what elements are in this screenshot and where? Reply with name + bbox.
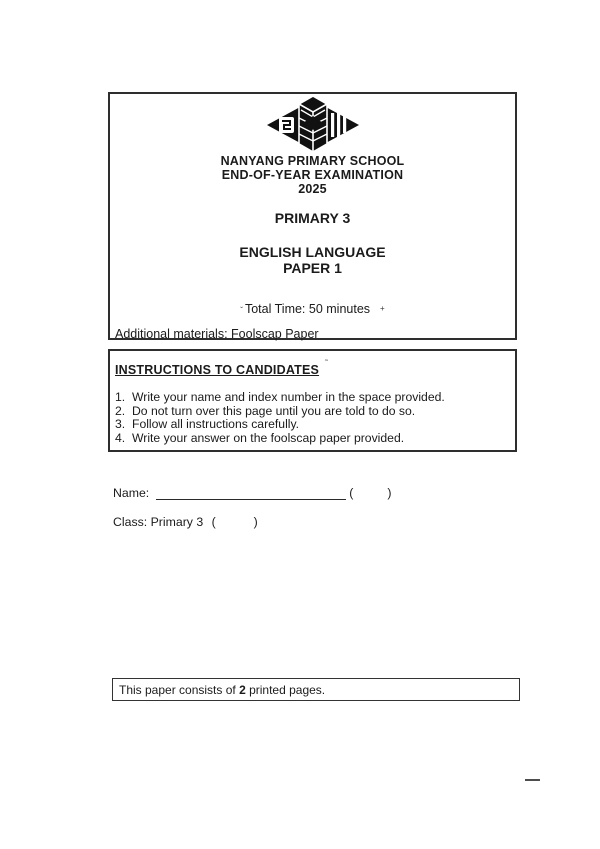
exam-paper-number: PAPER 1 <box>283 260 342 276</box>
instructions-list <box>115 391 507 445</box>
page-count-number: 2 <box>239 682 246 697</box>
name-field-row <box>113 485 391 500</box>
instruction-item <box>115 432 507 446</box>
total-time <box>110 302 515 318</box>
total-time-text: Total Time: 50 minutes <box>244 302 371 316</box>
scan-artifact-dash <box>525 779 540 781</box>
index-paren-close: ) <box>387 486 392 500</box>
instruction-number: 2. <box>115 403 126 418</box>
scan-mark-right: + <box>380 304 385 313</box>
instruction-text: Follow all instructions carefully. <box>132 417 300 432</box>
scan-mark-left: ˇ <box>240 306 243 315</box>
class-label: Class: Primary 3 <box>113 515 204 529</box>
additional-materials: Additional materials: Foolscap Paper <box>115 327 319 341</box>
instructions-box <box>108 349 517 452</box>
scan-mark-heading: ˜ <box>325 358 329 368</box>
exam-level: PRIMARY 3 <box>274 210 351 226</box>
exam-title: END-OF-YEAR EXAMINATION <box>221 168 404 182</box>
exam-year: 2025 <box>298 182 327 196</box>
instruction-item <box>115 391 507 405</box>
name-fill-line <box>156 486 346 500</box>
page-count-box <box>112 678 520 701</box>
school-crest-icon <box>265 96 361 154</box>
class-paren-close: ) <box>253 515 258 529</box>
exam-header-box <box>108 92 517 340</box>
instruction-item <box>115 418 507 432</box>
index-paren-open: ( <box>349 486 354 500</box>
instruction-item <box>115 405 507 419</box>
class-field-row <box>113 515 258 530</box>
class-paren-open: ( <box>211 515 216 529</box>
school-logo <box>265 96 361 154</box>
exam-subject: ENGLISH LANGUAGE <box>239 244 386 260</box>
instruction-number: 4. <box>115 430 126 445</box>
school-name: NANYANG PRIMARY SCHOOL <box>220 154 405 168</box>
page-count-prefix: This paper consists of <box>119 682 240 697</box>
instruction-number: 1. <box>115 390 126 404</box>
instruction-text: Do not turn over this page until you are told to do so. <box>132 403 416 418</box>
instructions-heading: INSTRUCTIONS TO CANDIDATES <box>115 363 320 377</box>
name-label: Name: <box>113 486 150 500</box>
instruction-text: Write your name and index number in the space provided. <box>132 390 445 404</box>
page-count-suffix: printed pages. <box>245 682 326 697</box>
instruction-text: Write your answer on the foolscap paper provided. <box>132 430 405 445</box>
instruction-number: 3. <box>115 417 126 432</box>
